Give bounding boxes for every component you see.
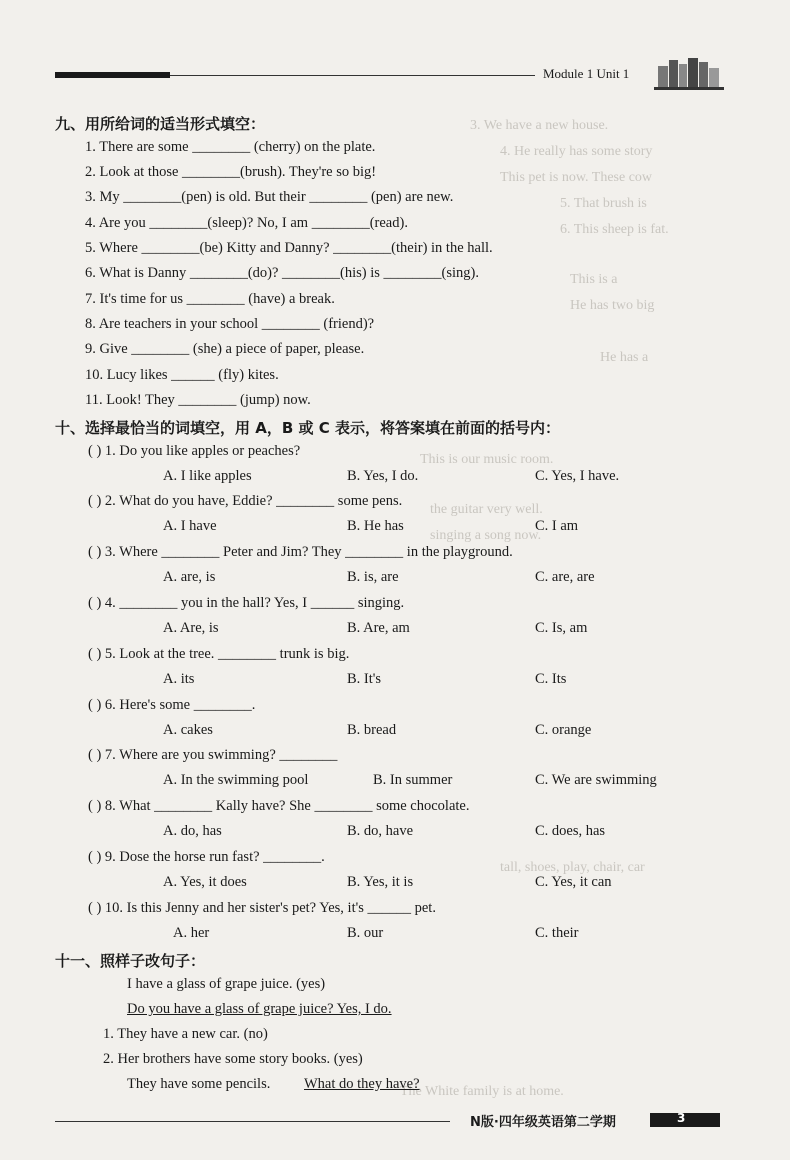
bleed-through-text: The White family is at home. (400, 1084, 564, 1099)
option-a: A. do, has (163, 823, 222, 839)
option-c: C. are, are (535, 569, 595, 585)
option-a: A. I like apples (163, 468, 252, 484)
fill-item: 6. What is Danny ________(do)? ________(his) is ________(sing). (85, 265, 480, 281)
option-b: B. is, are (347, 569, 399, 585)
bleed-through-text: 5. That brush is (560, 196, 647, 211)
header-rule-bar (55, 72, 170, 78)
option-c: C. Its (535, 671, 567, 687)
bleed-through-text: 6. This sheep is fat. (560, 222, 669, 237)
example-sentence: I have a glass of grape juice. (yes) (127, 976, 326, 992)
option-b: B. He has (347, 518, 404, 534)
header-rule-line (170, 75, 535, 76)
option-a: A. its (163, 671, 195, 687)
section-11-title: 十一、照样子改句子： (55, 952, 206, 970)
rewrite-item: 2. Her brothers have some story books. (yes) (103, 1051, 363, 1067)
option-b: B. Yes, it is (347, 874, 414, 890)
fill-item: 3. My ________(pen) is old. But their ________ (pen) are new. (85, 189, 454, 205)
bleed-through-text: This pet is now. These cow (500, 170, 653, 185)
books-icon (654, 52, 724, 90)
choice-question: ( ) 7. Where are you swimming? ________ (88, 747, 338, 763)
footer-title: N版·四年级英语第二学期 (470, 1115, 616, 1130)
example-answer: Do you have a glass of grape juice? Yes, I do. (127, 1001, 392, 1017)
option-a: A. are, is (163, 569, 216, 585)
option-b: B. In summer (373, 772, 453, 788)
footer-rule-line (55, 1121, 450, 1122)
option-b: B. our (347, 925, 384, 941)
fill-item: 2. Look at those ________(brush). They're so big! (85, 164, 377, 180)
option-a: A. In the swimming pool (163, 772, 309, 788)
option-b: B. It's (347, 671, 382, 687)
choice-question: ( ) 3. Where ________ Peter and Jim? They ________ in the playground. (88, 544, 513, 560)
option-a: A. cakes (163, 722, 213, 738)
fill-item: 11. Look! They ________ (jump) now. (85, 392, 311, 408)
bleed-through-text: He has two big (570, 298, 655, 313)
option-a: A. Yes, it does (163, 874, 247, 890)
fill-item: 8. Are teachers in your school ________ (friend)? (85, 316, 375, 332)
bleed-through-text: 4. He really has some story (500, 144, 653, 159)
fill-item: 9. Give ________ (she) a piece of paper, please. (85, 341, 365, 357)
option-c: C. We are swimming (535, 772, 657, 788)
option-c: C. Yes, it can (535, 874, 612, 890)
option-c: C. Yes, I have. (535, 468, 620, 484)
fill-item: 4. Are you ________(sleep)? No, I am ________(read). (85, 215, 408, 231)
fill-item: 5. Where ________(be) Kitty and Danny? ________(their) in the hall. (85, 240, 493, 256)
fill-item: 10. Lucy likes ______ (fly) kites. (85, 367, 279, 383)
option-a: A. I have (163, 518, 217, 534)
example-answer: What do they have? (304, 1076, 420, 1092)
option-c: C. Is, am (535, 620, 588, 636)
bleed-through-text: the guitar very well. (430, 502, 543, 517)
bleed-through-text: He has a (600, 350, 649, 365)
example-sentence: They have some pencils. (127, 1076, 271, 1092)
choice-question: ( ) 4. ________ you in the hall? Yes, I ______ singing. (88, 595, 405, 611)
option-c: C. does, has (535, 823, 606, 839)
choice-question: ( ) 5. Look at the tree. ________ trunk is big. (88, 646, 350, 662)
page-number: 3 (677, 1111, 686, 1125)
bleed-through-text: This is a (570, 272, 618, 287)
rewrite-item: 1. They have a new car. (no) (103, 1026, 268, 1042)
bleed-through-text: This is our music room. (420, 452, 554, 467)
option-c: C. orange (535, 722, 592, 738)
option-c: C. I am (535, 518, 579, 534)
choice-question: ( ) 2. What do you have, Eddie? ________ some pens. (88, 493, 403, 509)
option-b: B. bread (347, 722, 397, 738)
section-10-title: 十、选择最恰当的词填空，用 A，B 或 C 表示，将答案填在前面的括号内： (55, 419, 560, 437)
choice-question: ( ) 9. Dose the horse run fast? ________. (88, 849, 325, 865)
bleed-through-text: singing a song now. (430, 528, 542, 543)
header-title: Module 1 Unit 1 (543, 66, 630, 81)
fill-item: 7. It's time for us ________ (have) a break. (85, 291, 335, 307)
section-9-title: 九、用所给词的适当形式填空： (55, 115, 266, 133)
bleed-through-text: tall, shoes, play, chair, car (500, 860, 645, 875)
choice-question: ( ) 1. Do you like apples or peaches? (88, 443, 301, 459)
option-b: B. Are, am (347, 620, 410, 636)
choice-question: ( ) 6. Here's some ________. (88, 697, 256, 713)
choice-question: ( ) 8. What ________ Kally have? She ________ some chocolate. (88, 798, 470, 814)
bleed-through-text: 3. We have a new house. (470, 118, 609, 133)
fill-item: 1. There are some ________ (cherry) on the plate. (85, 139, 376, 155)
choice-question: ( ) 10. Is this Jenny and her sister's pet? Yes, it's ______ pet. (88, 900, 436, 916)
option-b: B. Yes, I do. (347, 468, 419, 484)
option-a: A. her (173, 925, 210, 941)
option-a: A. Are, is (163, 620, 219, 636)
option-c: C. their (535, 925, 579, 941)
option-b: B. do, have (347, 823, 414, 839)
